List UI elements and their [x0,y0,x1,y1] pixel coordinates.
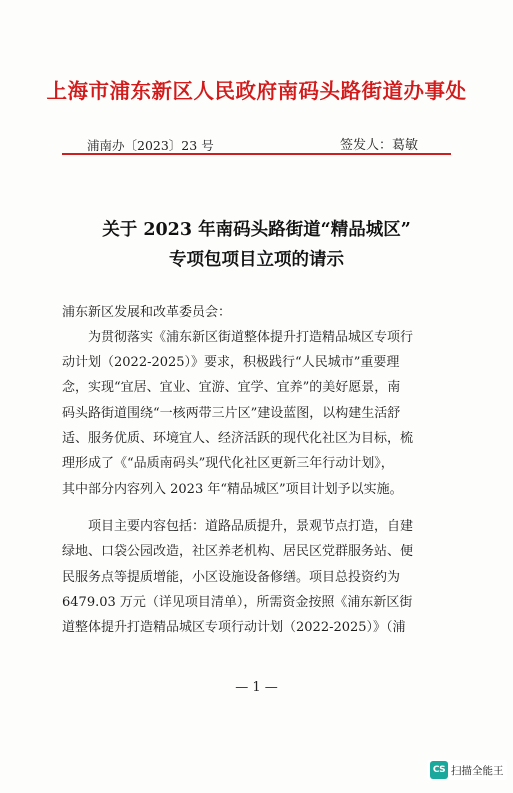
body-line: 绿地、口袋公园改造，社区养老机构、居民区党群服务站、便 [62,544,414,559]
body-line: 理形成了《“品质南码头”现代化社区更新三年行动计划》， [62,456,394,471]
body-line: 念，实现“宜居、宜业、宜游、宜学、宜养”的美好愿景，南 [62,380,401,395]
red-divider-line [62,153,451,155]
addressee: 浦东新区发展和改革委员会： [62,305,232,320]
signer: 签发人：葛敏 [340,138,419,153]
document-title-line-2: 专项包项目立项的请示 [169,250,344,270]
issuing-organization-header: 上海市浦东新区人民政府南码头路街道办事处 [46,79,467,103]
document-number: 浦南办〔2023〕23 号 [87,138,214,153]
page-number: — 1 — [235,680,278,695]
scanner-watermark [427,760,507,780]
body-line: 码头路街道围绕“一核两带三片区”建设蓝图，以构建生活舒 [62,406,401,421]
body-line: 6479.03 万元（详见项目清单），所需资金按照《浦东新区街 [62,595,413,610]
document-title-line-1: 关于 2023 年南码头路街道“精品城区” [102,220,411,240]
body-line: 民服务点等提质增能，小区设施设备修缮。项目总投资约为 [62,570,401,585]
scanner-watermark-label: 扫描全能王 [451,764,504,777]
body-line: 为贯彻落实《浦东新区街道整体提升打造精品城区专项行 [88,330,414,345]
body-line: 适、服务优质、环境宜人、经济活跃的现代化社区为目标，梳 [62,431,414,446]
body-line: 动计划（2022-2025）》要求，积极践行“人民城市”重要理 [62,355,400,370]
body-line: 项目主要内容包括：道路品质提升，景观节点打造，自建 [88,519,414,534]
body-line: 其中部分内容列入 2023 年“精品城区”项目计划予以实施。 [62,482,403,497]
body-line: 道整体提升打造精品城区专项行动计划（2022-2025）》（浦 [62,620,406,635]
camscanner-logo-icon: CS [430,761,448,779]
